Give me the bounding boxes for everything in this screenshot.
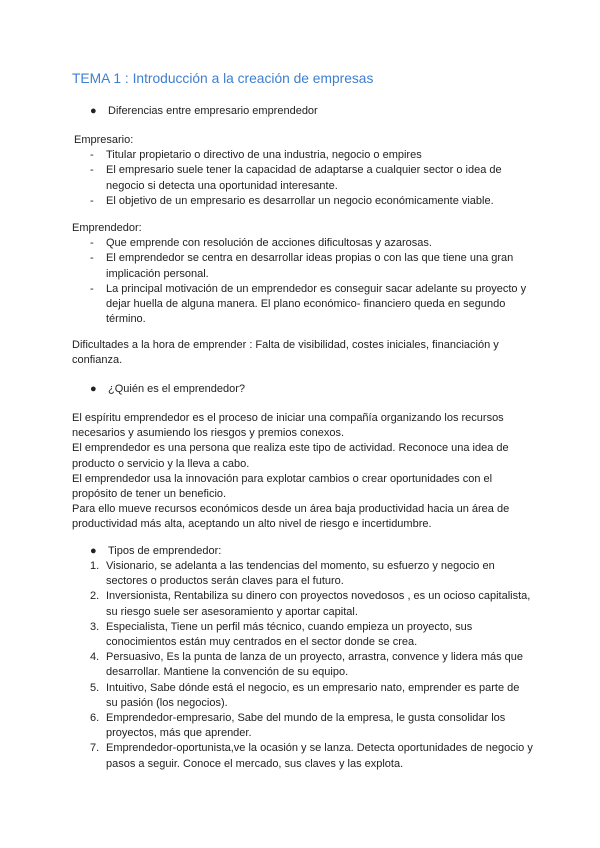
bullet-text: Tipos de emprendedor: <box>108 545 222 557</box>
list-item: - El objetivo de un empresario es desarrollar un negocio económicamente viable. <box>90 194 494 207</box>
bullet-marker: ● <box>90 383 97 395</box>
empresario-heading: Empresario: <box>74 134 134 146</box>
emprendedor-heading: Emprendedor: <box>72 222 142 234</box>
list-item: - Titular propietario o directivo de una industria, negocio o empires <box>90 149 422 162</box>
section-quien <box>72 411 534 533</box>
list-item: 3. Especialista, Tiene un perfil más técnico, cuando empieza un proyecto, sus conocimientos están muy centrados en el sector donde se crea. <box>90 620 473 649</box>
dificultades-paragraph: Dificultades a la hora de emprender : Falta de visibilidad, costes iniciales, financiación y confianza. <box>72 339 499 367</box>
list-item: 1. Visionario, se adelanta a las tendencias del momento, su esfuerzo y negocio en sectores o productos serán claves para el futuro. <box>90 560 495 588</box>
bullet-marker: ● <box>90 545 97 557</box>
document-title: TEMA 1 : Introducción a la creación de empresas <box>72 71 374 86</box>
list-item: 7. Emprendedor-oportunista,ve la ocasión y se lanza. Detecta oportunidades de negocio y pasos a seguir. Conoce el mercado, sus claves y las explota. <box>90 742 533 770</box>
bullet-marker: ● <box>90 105 97 117</box>
list-item: 5. Intuitivo, Sabe dónde está el negocio, es un empresario nato, emprender es parte de su pasión (los negocios). <box>90 681 520 709</box>
list-item: - Que emprende con resolución de acciones dificultosas y azarosas. <box>90 237 432 250</box>
paragraph: El emprendedor es una persona que realiza este tipo de actividad. Reconoce una idea de producto o servicio y la lleva a cabo. <box>72 442 509 470</box>
list-item: 4. Persuasivo, Es la punta de lanza de un proyecto, arrastra, convence y lidera más que desarrollar. Mantiene la convención de su equipo. <box>90 651 524 679</box>
list-item: - El emprendedor se centra en desarrollar ideas propias o con las que tiene una gran implicación personal. <box>90 252 514 280</box>
list-item: - La principal motivación de un emprendedor es conseguir sacar adelante su proyecto y dejar huella de alguna manera. El plano económico- financiero queda en segundo término. <box>90 282 527 326</box>
list-item: 2. Inversionista, Rentabiliza su dinero con proyectos novedosos , es un ocioso capitalista, su riesgo suele ser asesoramiento y aportar capital. <box>90 590 531 618</box>
paragraph: Para ello mueve recursos económicos desde un área baja productividad hacia un área de productividad más alta, aceptando un alto nivel de riesgo e incertidumbre. <box>72 503 510 531</box>
emprendedor-list <box>72 236 534 327</box>
tipos-list <box>72 559 534 772</box>
paragraph: El espíritu emprendedor es el proceso de iniciar una compañía organizando los recursos necesarios y asumiendo los riesgos y premios conexos. <box>72 412 504 440</box>
list-item: 6. Emprendedor-empresario, Sabe del mundo de la empresa, le gusta consolidar los proyectos, más que aprender. <box>90 712 506 740</box>
section-empresario <box>72 133 534 209</box>
section-emprendedor <box>72 221 534 327</box>
bullet-text: Diferencias entre empresario emprendedor <box>108 105 318 117</box>
empresario-list <box>72 148 534 209</box>
section-tipos <box>72 559 534 772</box>
bullet-text: ¿Quién es el emprendedor? <box>108 383 245 395</box>
list-item: - El empresario suele tener la capacidad de adaptarse a cualquier sector o idea de negocio si detecta una oportunidad interesante. <box>90 164 502 192</box>
paragraph: El emprendedor usa la innovación para explotar cambios o crear oportunidades con el propósito de tener un beneficio. <box>72 472 493 501</box>
